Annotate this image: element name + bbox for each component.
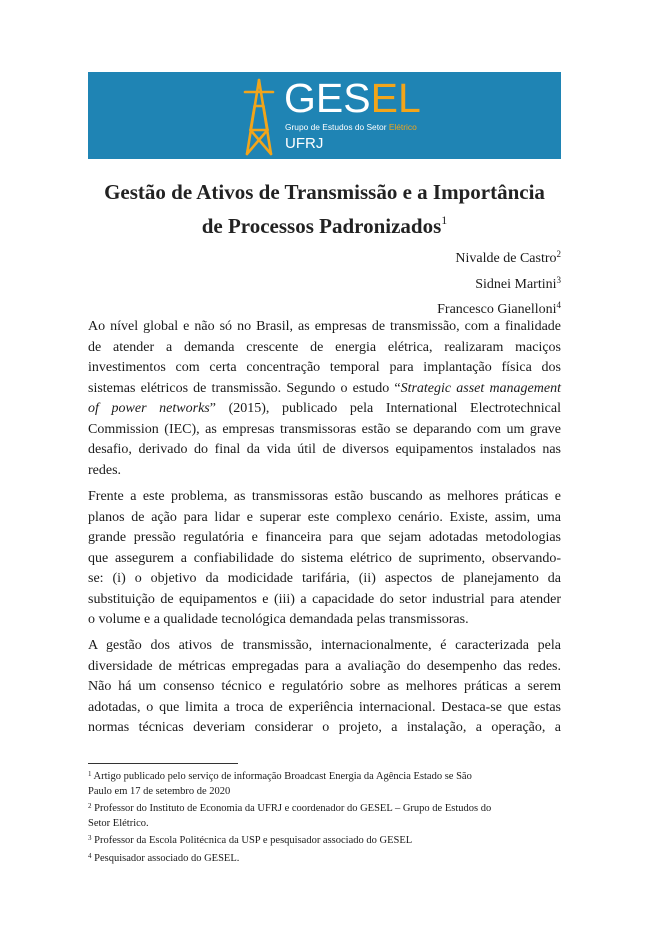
paragraph-2: Frente a este problema, as transmissoras estão buscando as melhores práticas e planos de ação para lidar e superar este complexo cenário. Existe, assim, uma grande pressão regulatória e financeira para que sejam adotadas metodologias que assegurem a confiabilidade do sistema elétrico de suprimento, observando- se: (i) o objetivo da modicidade tarifária, (ii) aspectos de planejamento da substituição de equipamentos e (iii) a capacidade do setor industrial para atender o volume e a qualidade tecnológica demandada pelas transmissoras.: [88, 489, 561, 627]
paragraph-3: A gestão dos ativos de transmissão, internacionalmente, é caracterizada pela diversidade de métricas empregadas para a avaliação do desempenho das redes. Não há um consenso técnico e regulatório sobre as melhores práticas a serem adotadas, o que limita a troca de experiência internacional. Destaca-se que estas normas técnicas deveriam considerar o projeto, a instalação, a operação, a: [88, 638, 561, 735]
logo-wordmark: GESEL: [284, 75, 421, 121]
footnote: $^1$ Artigo publicado pelo serviço de informação Broadcast Energia da Agência Estado se São Paulo em 17 de setembro de 2020: [88, 770, 472, 797]
footnotes: [88, 767, 561, 867]
italic-title: of power networks: [88, 401, 210, 416]
paragraph-1: Ao nível global e não só no Brasil, as empresas de transmissão, com a finalidade de atender a demanda crescente de energia elétrica, realizaram maciços investimentos com certa concentração temporal para implantação física dos sistemas elétricos de transmissão. Segundo o estudo “Strategic asset management of power networks” (2015), publicado pela International Electrotechnical Commission (IEC), as empresas transmissoras estão se deparando com um grave desafio, derivado do final da vida útil de diversos equipamentos instalados nas redes.: [88, 319, 561, 478]
footnote: $^2$ Professor do Instituto de Economia da UFRJ e coordenador do GESEL – Grupo de Estudos do Setor Elétrico.: [88, 802, 492, 829]
footnote-divider: [88, 763, 238, 764]
author: Sidnei Martini$^3$: [475, 274, 561, 292]
logo-org: UFRJ: [285, 135, 324, 152]
italic-title: Strategic asset management: [400, 380, 561, 396]
author-list: [437, 244, 561, 321]
transmission-tower-icon: [241, 78, 277, 156]
line-with-italic: sistemas elétricos de transmissão. Segundo o estudo “Strategic asset management: [88, 380, 561, 396]
logo-subtitle: Grupo de Estudos do Setor Elétrico: [285, 122, 417, 132]
document-title: Gestão de Ativos de Transmissão e a Importância de Processos Padronizados$^1$: [104, 180, 545, 238]
footnote: $^4$ Pesquisador associado do GESEL.: [88, 851, 240, 864]
footnote: $^3$ Professor da Escola Politécnica da USP e pesquisador associado do GESEL: [88, 834, 413, 847]
author: Francesco Gianelloni$^4$: [437, 300, 561, 317]
header-banner: [88, 72, 561, 159]
author: Nivalde de Castro$^2$: [455, 249, 561, 266]
